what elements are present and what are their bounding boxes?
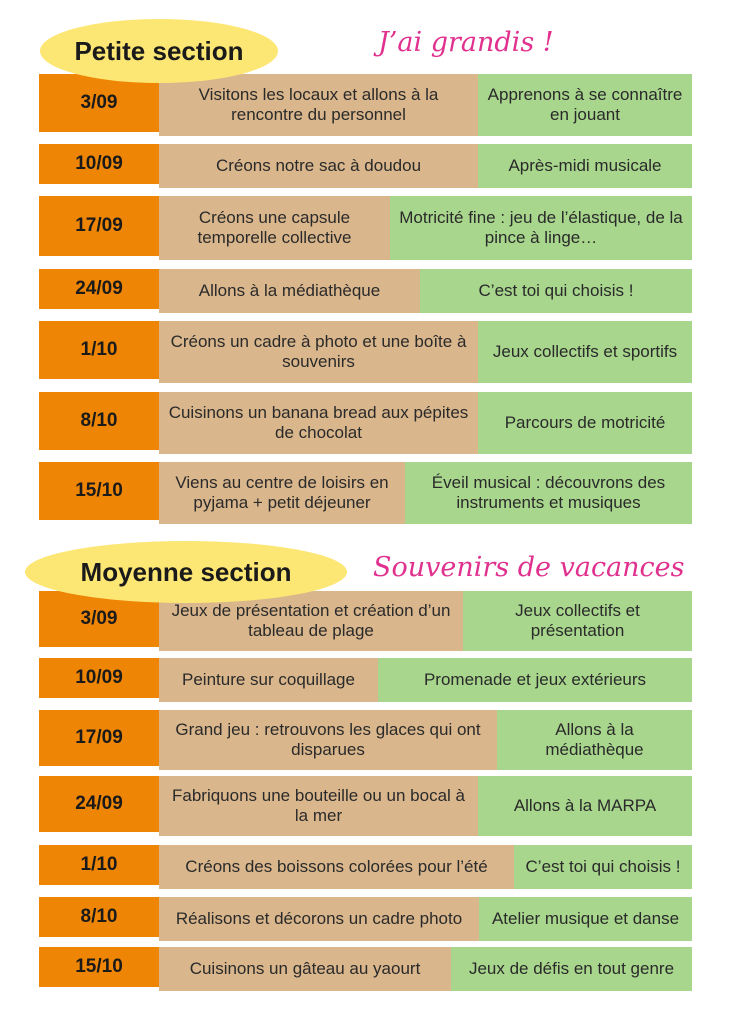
row-date: 3/09 [39, 74, 159, 136]
table-row [39, 710, 692, 770]
row-afternoon-activity: Jeux collectifs et présentation [463, 591, 692, 651]
row-afternoon-activity: Parcours de motricité [478, 392, 692, 454]
table-row [39, 392, 692, 454]
table-row [39, 74, 692, 136]
row-morning-activity: Cuisinons un banana bread aux pépites de chocolat [159, 392, 478, 454]
table-row [39, 462, 692, 524]
row-date: 17/09 [39, 710, 159, 770]
row-morning-activity: Créons un cadre à photo et une boîte à souvenirs [159, 321, 478, 383]
row-morning-activity: Créons notre sac à doudou [159, 144, 478, 188]
row-afternoon-activity: Allons à la MARPA [478, 776, 692, 836]
row-date: 24/09 [39, 269, 159, 313]
row-morning-activity: Jeux de présentation et création d’un tableau de plage [159, 591, 463, 651]
row-date: 24/09 [39, 776, 159, 836]
row-afternoon-activity: Motricité fine : jeu de l’élastique, de la pince à linge… [390, 196, 692, 260]
table-row [39, 776, 692, 836]
row-date: 1/10 [39, 845, 159, 889]
table-row [39, 269, 692, 313]
table-row [39, 321, 692, 383]
row-morning-activity: Créons une capsule temporelle collective [159, 196, 390, 260]
row-afternoon-activity: Jeux collectifs et sportifs [478, 321, 692, 383]
row-date: 15/10 [39, 462, 159, 524]
row-date: 1/10 [39, 321, 159, 383]
row-afternoon-activity: Après-midi musicale [478, 144, 692, 188]
row-afternoon-activity: Allons à la médiathèque [497, 710, 692, 770]
row-date: 10/09 [39, 658, 159, 702]
table-row [39, 897, 692, 941]
table-row [39, 947, 692, 991]
row-date: 15/10 [39, 947, 159, 991]
row-date: 10/09 [39, 144, 159, 188]
table-row [39, 144, 692, 188]
row-afternoon-activity: Atelier musique et danse [479, 897, 692, 941]
row-afternoon-activity: Promenade et jeux extérieurs [378, 658, 692, 702]
row-morning-activity: Peinture sur coquillage [159, 658, 378, 702]
row-morning-activity: Réalisons et décorons un cadre photo [159, 897, 479, 941]
row-date: 8/10 [39, 897, 159, 941]
row-afternoon-activity: Éveil musical : découvrons des instruments et musiques [405, 462, 692, 524]
row-morning-activity: Visitons les locaux et allons à la rencontre du personnel [159, 74, 478, 136]
row-afternoon-activity: Apprenons à se connaître en jouant [478, 74, 692, 136]
row-morning-activity: Fabriquons une bouteille ou un bocal à la mer [159, 776, 478, 836]
table-row [39, 658, 692, 702]
table-row [39, 845, 692, 889]
row-afternoon-activity: C’est toi qui choisis ! [420, 269, 692, 313]
row-morning-activity: Viens au centre de loisirs en pyjama + petit déjeuner [159, 462, 405, 524]
row-date: 17/09 [39, 196, 159, 260]
row-date: 8/10 [39, 392, 159, 454]
row-morning-activity: Grand jeu : retrouvons les glaces qui ont disparues [159, 710, 497, 770]
row-morning-activity: Allons à la médiathèque [159, 269, 420, 313]
section-title-moyenne: Moyenne section [25, 541, 347, 603]
table-row [39, 196, 692, 260]
row-morning-activity: Cuisinons un gâteau au yaourt [159, 947, 451, 991]
row-afternoon-activity: C’est toi qui choisis ! [514, 845, 692, 889]
row-morning-activity: Créons des boissons colorées pour l’été [159, 845, 514, 889]
row-date: 3/09 [39, 591, 159, 651]
row-afternoon-activity: Jeux de défis en tout genre [451, 947, 692, 991]
section-title-petite: Petite section [40, 19, 278, 83]
section-subtitle-moyenne: Souvenirs de vacances [373, 552, 685, 583]
section-subtitle-petite: J’ai grandis ! [378, 27, 554, 58]
